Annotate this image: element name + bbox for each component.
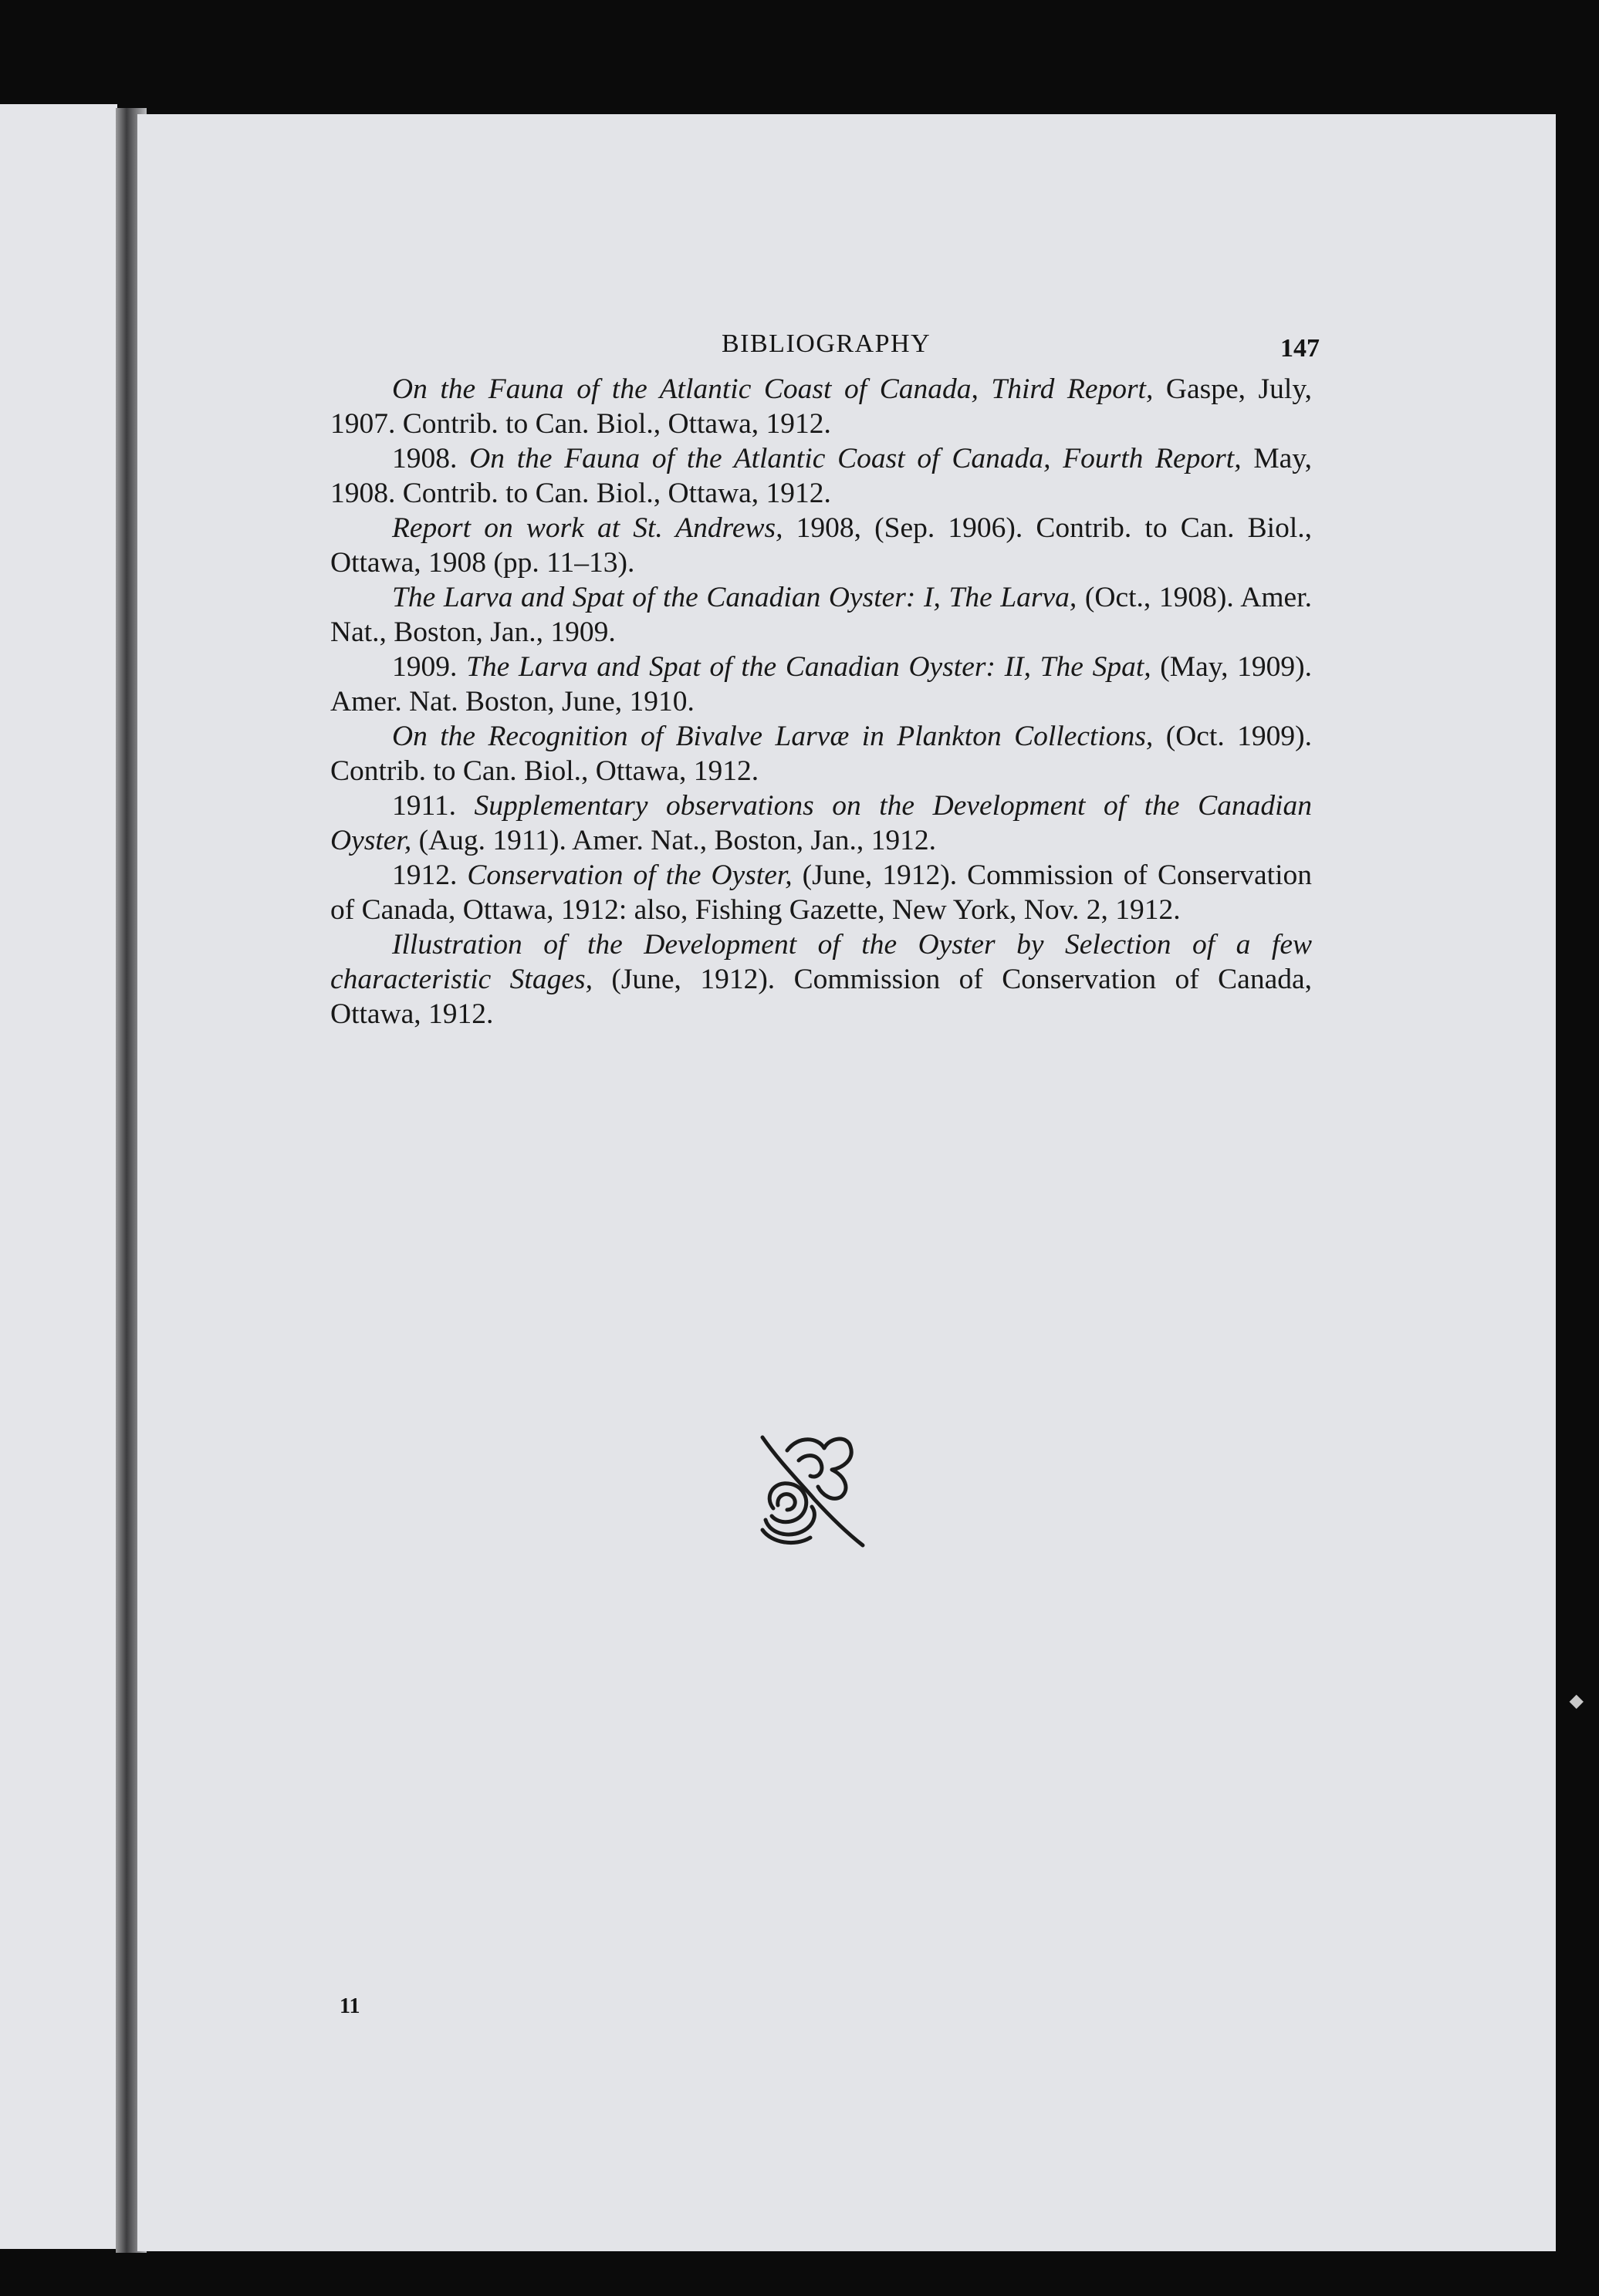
page-number: 147 xyxy=(1280,334,1320,363)
entry-details: Gaspe, July, 1907. Contrib. to Can. Biol., Ottawa, 1912. xyxy=(330,373,1313,440)
bibliography-entries xyxy=(330,372,1312,1032)
entry-details: 1908, (Sep. 1906). Contrib. to Can. Biol., Ottawa, 1908 (pp. 11–13). xyxy=(330,512,1312,579)
entry-title: On the Recognition of Bivalve Larvæ in Plankton Collections, xyxy=(392,721,1154,752)
entry-details: (May, 1909). Amer. Nat. Boston, June, 1910. xyxy=(330,651,1313,718)
entry-title: The Larva and Spat of the Canadian Oyster: II, The Spat, xyxy=(466,651,1151,683)
entry-title: On the Fauna of the Atlantic Coast of Canada, Fourth Report, xyxy=(469,443,1242,474)
left-facing-page-edge xyxy=(0,104,117,2249)
entry-details: (Oct. 1909). Contrib. to Can. Biol., Ottawa, 1912. xyxy=(330,721,1312,787)
bibliography-entry xyxy=(330,927,1312,1032)
entry-title: Illustration of the Development of the Oyster by Selection of a few characteristic Stages, xyxy=(330,929,1312,995)
running-head: BIBLIOGRAPHY xyxy=(722,329,931,358)
entry-year: 1912. xyxy=(392,859,468,891)
entry-details: (Aug. 1911). Amer. Nat., Boston, Jan., 1912. xyxy=(411,825,937,856)
entry-title: On the Fauna of the Atlantic Coast of Canada, Third Report, xyxy=(392,373,1154,405)
floral-ornament-icon xyxy=(756,1431,872,1551)
bibliography-entry xyxy=(330,511,1312,580)
bibliography-entry xyxy=(330,788,1312,858)
entry-details: (June, 1912). Commission of Conservation of Canada, Ottawa, 1912: also, Fishing Gazette, New York, Nov. 2, 1912. xyxy=(330,859,1313,926)
entry-details: (June, 1912). Commission of Conservation of Canada, Ottawa, 1912. xyxy=(330,964,1312,1030)
signature-mark: 11 xyxy=(340,1994,360,2018)
bibliography-entry xyxy=(330,719,1312,788)
entry-details: (Oct., 1908). Amer. Nat., Boston, Jan., 1909. xyxy=(330,582,1312,648)
bibliography-entry xyxy=(330,580,1312,650)
bibliography-entry xyxy=(330,441,1312,511)
bibliography-entry xyxy=(330,858,1312,927)
bibliography-entry xyxy=(330,650,1312,719)
entry-year: 1911. xyxy=(392,790,475,822)
entry-title: Supplementary observations on the Development of the Canadian Oyster, xyxy=(330,790,1312,856)
entry-title: Report on work at St. Andrews, xyxy=(392,512,783,544)
entry-year: 1909. xyxy=(392,651,467,683)
bibliography-entry xyxy=(330,372,1312,441)
entry-title: The Larva and Spat of the Canadian Oyster: I, The Larva, xyxy=(392,582,1077,613)
entry-title: Conservation of the Oyster, xyxy=(467,859,793,891)
edge-scan-artifact: ◆ xyxy=(1569,1691,1584,1711)
entry-details: May, 1908. Contrib. to Can. Biol., Ottawa, 1912. xyxy=(330,443,1312,509)
page-header xyxy=(332,328,1320,366)
entry-year: 1908. xyxy=(392,443,470,474)
